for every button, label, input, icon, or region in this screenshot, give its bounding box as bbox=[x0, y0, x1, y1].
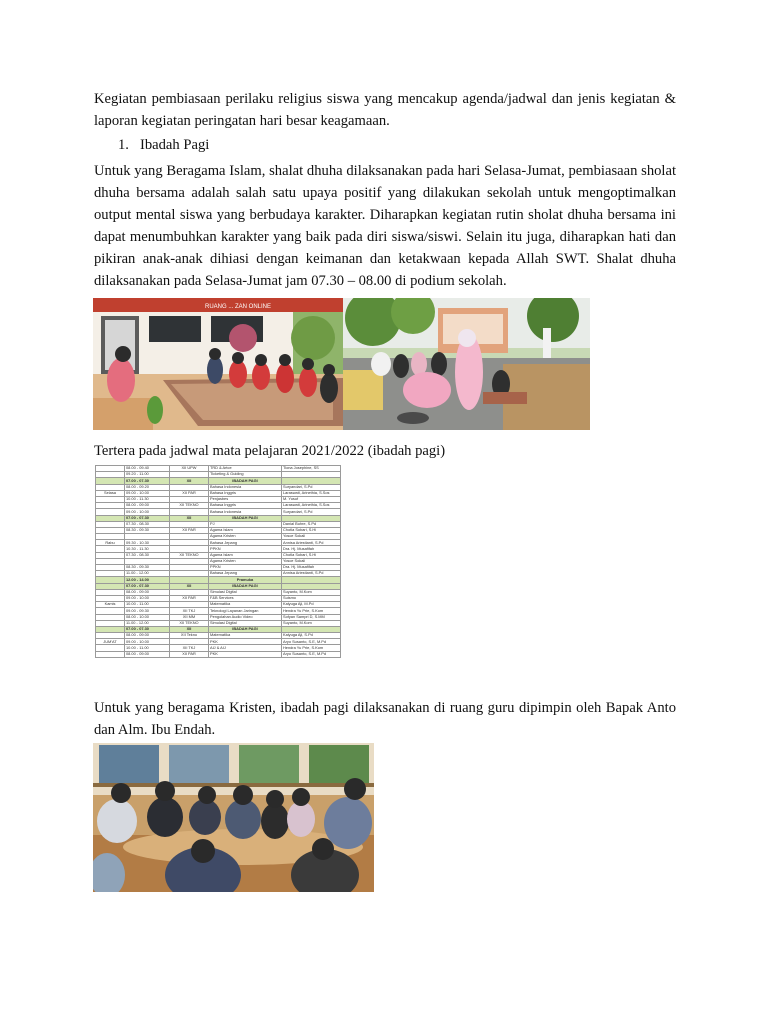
schedule-cell-teacher: Sofyan Sampri D, S.MM bbox=[282, 614, 341, 620]
schedule-cell-subj: PKK bbox=[209, 639, 282, 645]
schedule-cell-teacher: M. Yusuf bbox=[282, 496, 341, 502]
schedule-cell-subj: PPKN bbox=[209, 546, 282, 552]
schedule-row bbox=[96, 645, 341, 651]
schedule-table bbox=[95, 465, 341, 658]
photo-sign-text: RUANG ... ZAN ONLINE bbox=[205, 304, 272, 310]
schedule-row bbox=[96, 565, 341, 571]
schedule-cell-time: 08.00 - 09.00 bbox=[125, 503, 170, 509]
schedule-cell-time: 10.00 - 11.00 bbox=[125, 645, 170, 651]
schedule-cell-time: 09.30 - 10.30 bbox=[125, 540, 170, 546]
schedule-cell-time: 08.00 - 09.20 bbox=[125, 484, 170, 490]
schedule-cell-teacher: Tiona Josephine, SS bbox=[282, 466, 341, 472]
schedule-cell-teacher: Danial Buhre, S.Pd bbox=[282, 521, 341, 527]
schedule-cell-subj: Bahasa Indonesia bbox=[209, 509, 282, 515]
schedule-cell-teacher: Suyanto, M.Kom bbox=[282, 620, 341, 626]
islam-paragraph: Untuk yang Beragama Islam, shalat dhuha dilaksanakan pada hari Selasa-Jumat, pembiasaan sholat dhuha bersama adalah salah satu upaya positif yang dilakukan sekolah untuk mengoptimalkan output mental siswa yang berbudaya karakter. Diharapkan kegiatan rutin sholat dhuha bersama ini dapat menumbuhkan karakter yang baik pada diri siswa/siswi. Selain itu juga, diharapkan hati dan pikiran anak-anak dihiasi dengan keimanan dan ketakwaan kepada Allah SWT. Shalat dhuha dilaksanakan pada Selasa-Jumat jam 07.30 – 08.00 di podium sekolah. bbox=[94, 163, 676, 289]
schedule-row bbox=[96, 552, 341, 558]
schedule-cell-subj: Bahasa Jepang bbox=[209, 571, 282, 577]
photo-christian-morning-prayer bbox=[93, 743, 374, 892]
list-number: 1. bbox=[118, 137, 129, 153]
schedule-cell-subj: IBADAH PAGI bbox=[209, 478, 282, 484]
schedule-cell-teacher: Chotla Sobari, S.Hi bbox=[282, 552, 341, 558]
schedule-cell-teacher: Suismo bbox=[282, 595, 341, 601]
schedule-cell-time: 09.00 - 09.30 bbox=[125, 608, 170, 614]
schedule-cell-teacher: Suryandari, S.Pd bbox=[282, 509, 341, 515]
schedule-cell-subj: IBADAH PAGI bbox=[209, 626, 282, 632]
schedule-cell-time: 11.00 - 12.00 bbox=[125, 620, 170, 626]
schedule-row bbox=[96, 651, 341, 657]
schedule-caption: Tertera pada jadwal mata pelajaran 2021/2022 (ibadah pagi) bbox=[94, 443, 446, 459]
schedule-row bbox=[96, 614, 341, 620]
schedule-row bbox=[96, 608, 341, 614]
schedule-row bbox=[96, 602, 341, 608]
schedule-table-image bbox=[95, 465, 341, 687]
schedule-cell-teacher: Laraswati, Arinethia, S.Sos bbox=[282, 490, 341, 496]
schedule-cell-day: Selasa bbox=[96, 490, 125, 496]
schedule-cell-subj: Pengolahan Audio Video bbox=[209, 614, 282, 620]
schedule-row bbox=[96, 620, 341, 626]
schedule-cell-day: Kamis bbox=[96, 602, 125, 608]
schedule-cell-cls: XII TEKNO bbox=[170, 620, 209, 626]
schedule-cell-subj: Bahasa Jepang bbox=[209, 540, 282, 546]
schedule-cell-time: 07.00 - 07.30 bbox=[125, 583, 170, 589]
schedule-cell-time: 07.00 - 07.30 bbox=[125, 626, 170, 632]
list-item-ibadah-pagi bbox=[118, 134, 418, 156]
schedule-cell-cls: XII MM bbox=[170, 614, 209, 620]
schedule-cell-subj: Matematika bbox=[209, 602, 282, 608]
schedule-cell-subj: PJ bbox=[209, 521, 282, 527]
schedule-cell-subj: Agama Kristen bbox=[209, 558, 282, 564]
schedule-cell-cls: XII PAR bbox=[170, 490, 209, 496]
schedule-cell-subj: TRD & Artce bbox=[209, 466, 282, 472]
schedule-row bbox=[96, 633, 341, 639]
schedule-cell-time: 07.00 - 07.30 bbox=[125, 515, 170, 521]
schedule-cell-cls: XII UPW bbox=[170, 466, 209, 472]
schedule-cell-subj: Simulasi Digital bbox=[209, 620, 282, 626]
schedule-cell-cls: XII PAR bbox=[170, 527, 209, 533]
schedule-cell-day bbox=[96, 651, 125, 657]
intro-paragraph: Kegiatan pembiasaan perilaku religius siswa yang mencakup agenda/jadwal dan jenis kegiatan & laporan kegiatan peringatan hari besar keagamaan. bbox=[94, 91, 676, 129]
schedule-cell-subj: IBADAH PAGI bbox=[209, 583, 282, 589]
schedule-cell-time: 10.00 - 11.30 bbox=[125, 496, 170, 502]
schedule-cell-subj: Ticketing & Guiding bbox=[209, 472, 282, 478]
schedule-cell-time: 07.30 - 08.30 bbox=[125, 521, 170, 527]
schedule-cell-cls: XII TKJ bbox=[170, 645, 209, 651]
schedule-cell-time: 08.30 - 09.30 bbox=[125, 527, 170, 533]
schedule-cell-time: 07.00 - 07.30 bbox=[125, 478, 170, 484]
schedule-row bbox=[96, 503, 341, 509]
schedule-cell-time: 09.00 - 10.00 bbox=[125, 509, 170, 515]
schedule-cell-teacher: Dra. Hj. Musafifah bbox=[282, 565, 341, 571]
schedule-cell-teacher: Yosce Sokali bbox=[282, 558, 341, 564]
schedule-cell-subj: Agama Islam bbox=[209, 527, 282, 533]
schedule-cell-cls: XII bbox=[170, 478, 209, 484]
schedule-cell-time: 08.30 - 09.30 bbox=[125, 565, 170, 571]
schedule-cell-time: 12.00 - 14.00 bbox=[125, 577, 170, 583]
list-heading: Ibadah Pagi bbox=[140, 137, 210, 153]
schedule-cell-subj: PKK bbox=[209, 651, 282, 657]
photo-dhuha-prayer-terrace-drawing bbox=[93, 298, 343, 430]
schedule-cell-cls: XII TKJ bbox=[170, 608, 209, 614]
schedule-cell-subj: IBADAH PAGI bbox=[209, 515, 282, 521]
schedule-row bbox=[96, 466, 341, 472]
schedule-cell-time: 11.00 - 12.00 bbox=[125, 571, 170, 577]
schedule-cell-cls: XII TEKNO bbox=[170, 552, 209, 558]
schedule-cell-time: 09.00 - 10.00 bbox=[125, 490, 170, 496]
photo-christian-morning-prayer-drawing bbox=[93, 743, 374, 892]
schedule-cell-time: 07.30 - 08.30 bbox=[125, 552, 170, 558]
schedule-cell-time: 08.00 - 09.00 bbox=[125, 651, 170, 657]
schedule-cell-cls: XII bbox=[170, 583, 209, 589]
schedule-cell-subj: PPKN bbox=[209, 565, 282, 571]
schedule-cell-day: Rabu bbox=[96, 540, 125, 546]
schedule-row bbox=[96, 490, 341, 496]
schedule-row bbox=[96, 571, 341, 577]
schedule-cell-cls: XII PAR bbox=[170, 651, 209, 657]
schedule-cell-cls: XII bbox=[170, 515, 209, 521]
schedule-cell-subj: Teknologi Layanan Jaringan bbox=[209, 608, 282, 614]
schedule-cell-subj: Bahasa Inggris bbox=[209, 490, 282, 496]
schedule-row bbox=[96, 527, 341, 533]
schedule-cell-subj: Simulasi Digital bbox=[209, 589, 282, 595]
schedule-cell-teacher: Hendra Yu Prie, S.Kom bbox=[282, 645, 341, 651]
schedule-cell-teacher: Annisa Ariestianti, S.Pd bbox=[282, 540, 341, 546]
schedule-row bbox=[96, 546, 341, 552]
schedule-cell-subj: Penjasbes bbox=[209, 496, 282, 502]
schedule-cell-time: 09.00 - 10.00 bbox=[125, 595, 170, 601]
schedule-row bbox=[96, 589, 341, 595]
schedule-cell-subj: Agama Kristen bbox=[209, 534, 282, 540]
schedule-cell-subj: Matematika bbox=[209, 633, 282, 639]
schedule-cell-teacher: Aryo Susanto, S.E, M.Pd bbox=[282, 639, 341, 645]
photo-dhuha-prayer-courtyard-drawing bbox=[343, 298, 590, 430]
schedule-cell-cls: XII bbox=[170, 626, 209, 632]
photo-dhuha-prayer-courtyard bbox=[343, 298, 590, 430]
schedule-cell-teacher: Chotla Sobari, S.Hi bbox=[282, 527, 341, 533]
schedule-row bbox=[96, 509, 341, 515]
schedule-cell-time: 10.30 - 11.30 bbox=[125, 546, 170, 552]
schedule-cell-teacher: Yosce Sokali bbox=[282, 534, 341, 540]
schedule-cell-subj: Bahasa Indonesia bbox=[209, 484, 282, 490]
kristen-paragraph: Untuk yang beragama Kristen, ibadah pagi dilaksanakan di ruang guru dipimpin oleh Bapak Anto dan Alm. Ibu Endah. bbox=[94, 700, 676, 738]
schedule-cell-teacher: Suyanto, M.Kom bbox=[282, 589, 341, 595]
photo-dhuha-prayer-terrace bbox=[93, 298, 343, 430]
schedule-cell-subj: Agama Islam bbox=[209, 552, 282, 558]
schedule-cell-teacher: Suryandari, S.Pd bbox=[282, 484, 341, 490]
schedule-cell-time: 08.00 - 09.40 bbox=[125, 466, 170, 472]
schedule-cell-cls: XII Tekno bbox=[170, 633, 209, 639]
schedule-cell-teacher: Aryo Susanto, S.E, M.Pd bbox=[282, 651, 341, 657]
schedule-cell-subj: F&B Services bbox=[209, 595, 282, 601]
schedule-cell-time: 09.20 - 11.00 bbox=[125, 472, 170, 478]
schedule-cell-time: 08.00 - 09.00 bbox=[125, 589, 170, 595]
schedule-cell-cls: XII TEKNO bbox=[170, 503, 209, 509]
schedule-cell-teacher: Annisa Ariestianti, S.Pd bbox=[282, 571, 341, 577]
schedule-cell-teacher: Dra. Hj. Musafifah bbox=[282, 546, 341, 552]
schedule-cell-time: 10.00 - 11.00 bbox=[125, 602, 170, 608]
schedule-cell-teacher: Kalyuga Aji, S.Pd bbox=[282, 633, 341, 639]
schedule-cell-teacher: Laraswati, Arinethia, S.Sos bbox=[282, 503, 341, 509]
schedule-cell-time: 08.00 - 10.00 bbox=[125, 614, 170, 620]
schedule-cell-teacher: Hendra Yu Prie, S.Kom bbox=[282, 608, 341, 614]
schedule-row bbox=[96, 484, 341, 490]
schedule-cell-time: 08.00 - 09.00 bbox=[125, 633, 170, 639]
schedule-cell-subj: AIJ & AIJ bbox=[209, 645, 282, 651]
schedule-cell-time: 09.00 - 10.00 bbox=[125, 639, 170, 645]
schedule-row bbox=[96, 540, 341, 546]
schedule-cell-teacher: Kalyuga Aji, M.Pd bbox=[282, 602, 341, 608]
schedule-cell-day: JUM'AT bbox=[96, 639, 125, 645]
schedule-cell-subj: Pramuka bbox=[209, 577, 282, 583]
schedule-cell-cls: XII PAR bbox=[170, 595, 209, 601]
schedule-cell-subj: Bahasa Inggris bbox=[209, 503, 282, 509]
